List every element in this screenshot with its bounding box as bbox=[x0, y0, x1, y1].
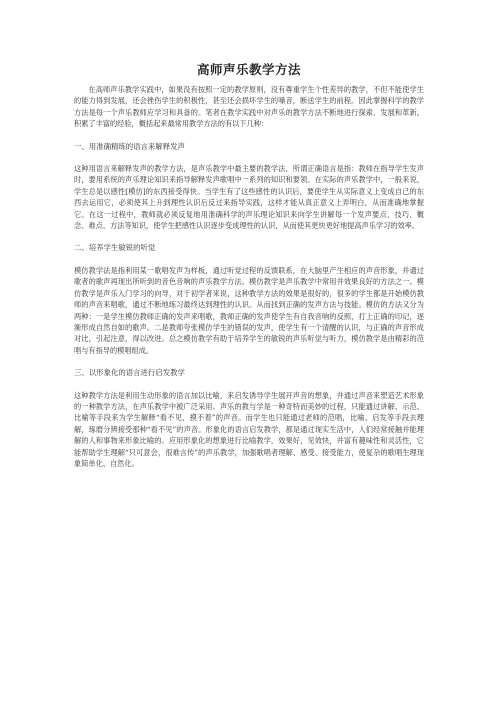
section-heading: 三、以形象化的语言进行启发教学 bbox=[74, 368, 185, 378]
section-body: 这种用语言来解释发声的教学方法，是声乐教学中最主要的教学法，所谓正确语言是指：教师在指导学生发声时，要用系统的声乐理论知识来指导解释发声歌唱中一系列的知识和要领。在实际的声乐教学中，一般来说，学生总是以感性[模仿]的东西接受得快。当学生有了这些感性的认识后，要使学生从实际意义上变成自己的东西去运用它，必须使其上升到理性认识后反过来指导实践，这样才能从真正意义上弄明白，从而准确地掌握它。在这一过程中，教师就必须反复地用准确科学的声乐理论知识来向学生讲解每一个发声要点、技巧、概念、难点、方法等知识，使学生把感性认识逐步变成理性的认识，从而使其更快更好地提高声乐学习的效率。 bbox=[74, 164, 424, 231]
section-heading: 一、用准确精练的语言来解释发声 bbox=[74, 141, 185, 151]
intro-paragraph: 在高师声乐教学实践中，如果没有按照一定的教学原则，没有尊重学生个性差异的教学，不但不能使学生的能力得到发展，还会挫伤学生的积极性，甚至还会损坏学生的嗓音，断送学生的前程。因此掌握科学的教学方法是每一个声乐教师应学习和具备的。笔者在教学实践中对声乐的教学方法不断地进行探索、发展和革新，积累了丰富的经验，概括起来最常用教学方法的有以下几种： bbox=[74, 85, 424, 129]
document-title: 高师声乐教学方法 bbox=[196, 62, 301, 77]
section-body: 这种教学方法是利用生动形象的语言加以比喻，来启发诱导学生展开声音的想象，并通过声音来塑造艺术形象的一种教学方法，在声乐教学中被广泛采用。声乐的教与学是一种奇特而美妙的过程，只能通过讲解、示范、比喻等手段来为学生解释“看不见，摸不着”的声音。而学生也只能通过老师的范唱，比喻、启发等手段去理解，琢磨分辨接受那种“看不见”的声音。形象化的语言启发教学，都是通过现实生活中，人们经常接触并能理解的人和事物来形象比喻的。应用形象化的想象进行比喻教学，效果好，见效快，并富有趣味性和灵活性，它能帮助学生理解“只可意会，很难言传”的声乐教学，加强歌唱者理解、感受、接受能力，使复杂的歌唱生理现象简单化、自然化。 bbox=[74, 390, 424, 468]
section-2 bbox=[74, 242, 424, 356]
document-page bbox=[74, 62, 424, 469]
section-heading: 二、培养学生敏锐的听觉 bbox=[74, 243, 156, 253]
section-body: 模仿教学法是指利用某一歌唱发声为样板，通过听觉过程的反馈联系，在大脑里产生相应的声音形象，并通过歌者的歌声再现出所听到的音色音响的声乐教学方法。模仿教学是声乐教学中常用并效果良好的方法之一。模仿教学是声乐入门学习的向导，对于初学者来说，这种教学方法的效果是很好的，很多的学生都是开始模仿教师的声音来唱歌，通过不断地练习最终达到理性的认识。从而找到正确的发声方法与技能。模仿的方法又分为两种：一是学生模仿教师正确的发声来唱歌，教师正确的发声使学生有自我音响的反照，打上正确的印记，逐渐形成自然自如的歌声。二是教师夸张模仿学生的错误的发声，使学生有一个清醒的认识，与正确的声音形成对比，引起注意，得以改进。总之模仿教学有助于培养学生的敏锐的声乐听觉与听力，模仿教学是由精彩的范唱与有指导的模唱组成。 bbox=[74, 265, 424, 355]
section-1 bbox=[74, 141, 424, 232]
section-3 bbox=[74, 367, 424, 469]
